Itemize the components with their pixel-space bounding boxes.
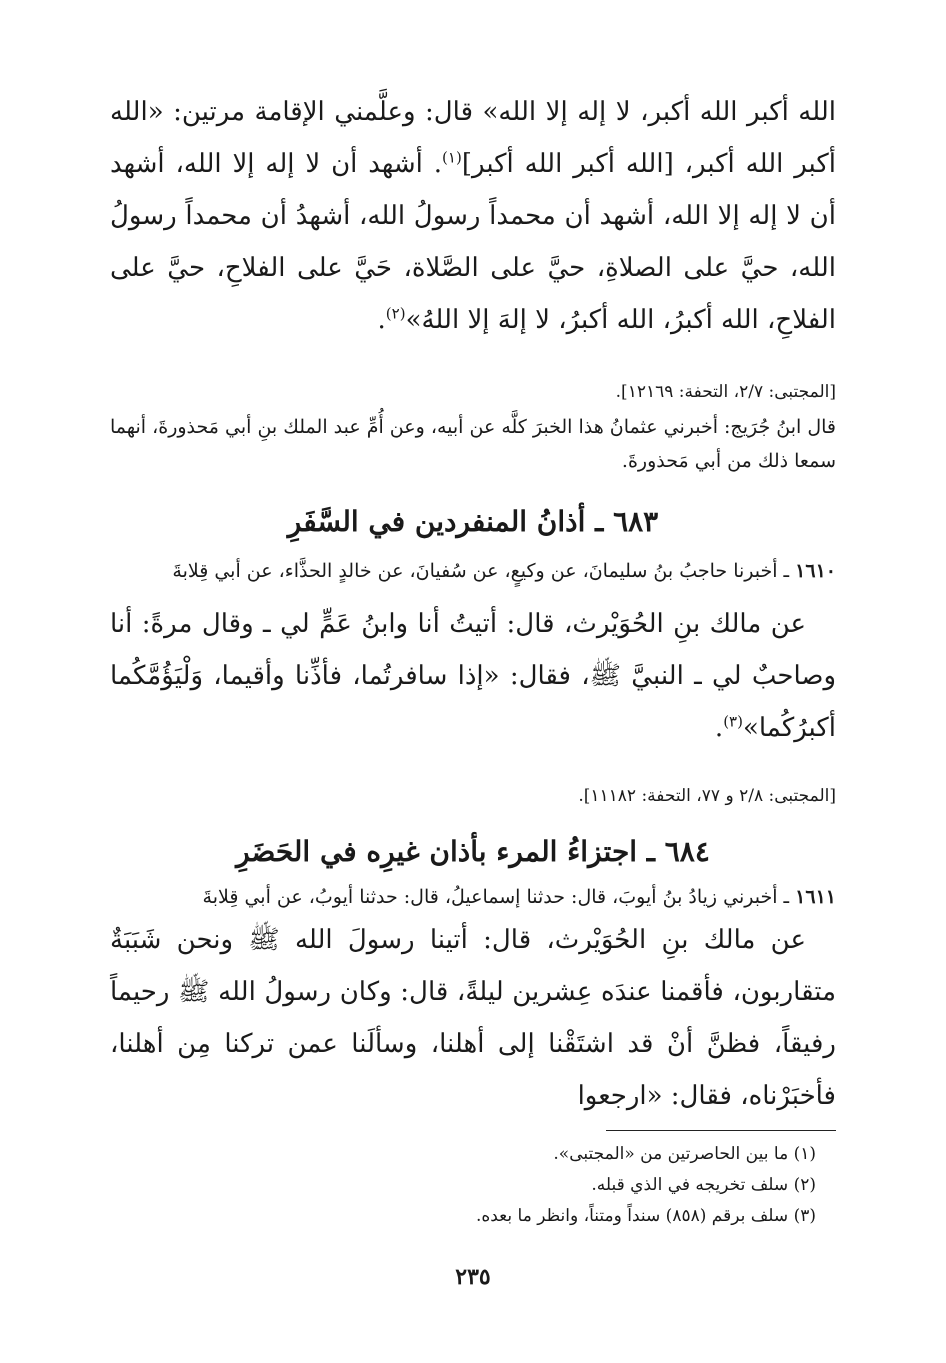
footnote: (٢) سلف تخريجه في الذي قبله.	[591, 1175, 816, 1195]
source-reference: [المجتبى: ٢/٧، التحفة: ١٢١٦٩].	[615, 382, 836, 402]
hadith-text: عن مالك بنِ الحُوَيْرث، قال: أتينا رسولَ الله ﷺ ونحن شَبَبَةٌ متقاربون، فأقمنا عندَه عِشرين ليلةً، قال: وكان رسولُ الله ﷺ رحيماً رفيقاً، فظنَّ أنْ قد اشتَقْنا إلى أهلنا، وسألَنا عمن تركنا مِن أهلنا، فأخبَرْناه، فقال: «ارجعوا	[110, 925, 836, 1111]
footnote: (١) ما بين الحاصرتين من «المجتبى».	[553, 1144, 816, 1164]
paragraph-end: .	[377, 305, 386, 335]
hadith-number: ١٦١١	[795, 886, 836, 908]
chapter-heading: ٦٨٣ ـ أذانُ المنفردين في السَّفَرِ	[287, 505, 659, 538]
source-reference: [المجتبى: ٢/٨ و ٧٧، التحفة: ١١١٨٢].	[578, 786, 836, 806]
paragraph-adhan-iqama	[110, 86, 836, 346]
page-number: ٢٣٥	[455, 1264, 491, 1290]
footnote-divider	[606, 1130, 836, 1131]
page-content	[110, 86, 836, 1363]
paragraph-ibn-jurayj: قال ابنُ جُرَيج: أخبرني عثمانُ هذا الخبرَ كلَّه عن أبيه، وعن أُمِّ عبد الملك بنِ أبي مَحذورةَ، أنهما سمعا ذلك من أبي مَحذورةَ.	[109, 416, 836, 472]
hadith-body: عن مالك بنِ الحُوَيْرث، قال: أتيتُ أنا وابنُ عَمٍّ لي ـ وقال مرةً: أنا وصاحبٌ لي ـ النبيَّ ﷺ، فقال: «إذا سافرتُما، فأذِّنا وأقيما، وَلْيَؤُمَّكُما أكبرُكُما»	[110, 609, 836, 743]
chapter-heading: ٦٨٤ ـ اجتزاءُ المرء بأذان غيرِه في الحَضَرِ	[236, 835, 710, 868]
hadith-chain-text: ـ أخبرني زيادُ بنُ أيوبَ، قال: حدثنا إسماعيلُ، قال: حدثنا أيوبُ، عن أبي قِلابةَ	[202, 886, 796, 908]
footnote-ref: (٢)	[385, 304, 406, 323]
hadith-text	[110, 598, 836, 754]
footnote: (٣) سلف برقم (٨٥٨) سنداً ومتناً، وانظر ما بعده.	[475, 1206, 816, 1226]
paragraph-text: الله أكبر الله أكبر، لا إله إلا الله» قال: وعلَّمني الإقامة مرتين: «الله أكبر الله أكبر، [الله أكبر الله أكبر]	[110, 97, 837, 179]
paragraph-text: . أشهد أن لا إله إلا الله، أشهد أن لا إله إلا الله، أشهد أن محمداً رسولُ الله، أشهدُ أن محمداً رسولُ الله، حيَّ على الصلاةِ، حيَّ على الصَّلاة، حَيَّ على الفلاحِ، حيَّ على الفلاحِ، الله أكبرُ، الله أكبرُ، لا إلهَ إلا اللهُ»	[110, 149, 836, 335]
hadith-chain	[110, 880, 836, 914]
hadith-number: ١٦١٠	[795, 560, 836, 582]
hadith-chain-text: ـ أخبرنا حاجبُ بنُ سليمانَ، عن وكيعٍ، عن سُفيانَ، عن خالدٍ الحذَّاء، عن أبي قِلابةَ	[172, 560, 796, 582]
hadith-chain	[110, 554, 836, 588]
paragraph-end: .	[714, 713, 724, 743]
footnotes	[110, 1139, 836, 1232]
footnote-ref: (١)	[442, 148, 462, 167]
footnote-ref: (٣)	[723, 712, 743, 731]
